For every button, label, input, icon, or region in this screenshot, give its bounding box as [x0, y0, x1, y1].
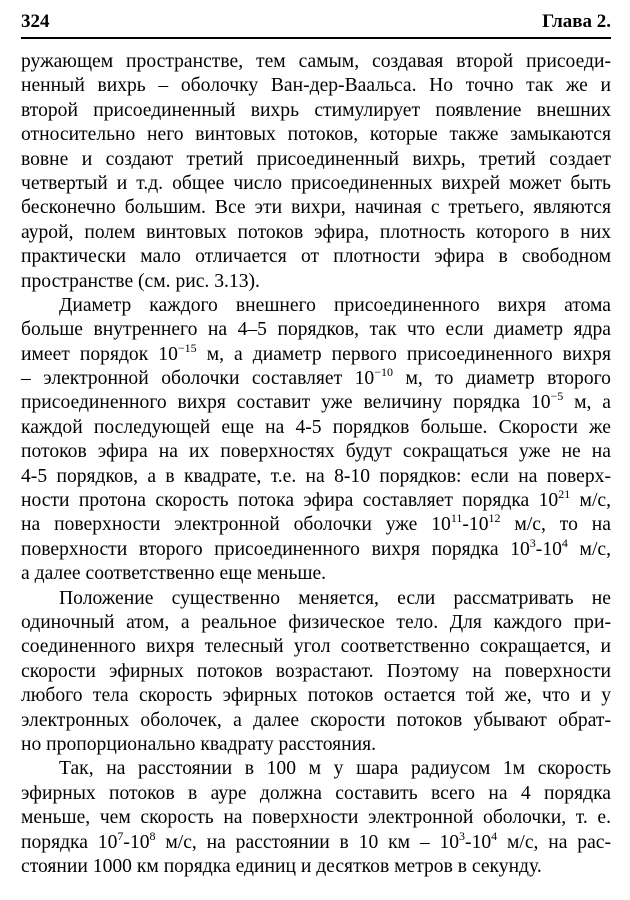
paragraph [21, 757, 611, 879]
text-run: -10 [535, 538, 562, 560]
text-line: Так, на расстоянии в 100 м у шара радиусом 1м скорость [59, 758, 611, 780]
text-run: м, а [563, 392, 611, 414]
exponent: −15 [177, 340, 197, 355]
text-run: -10 [462, 514, 489, 536]
text-run: м/с, [567, 538, 611, 560]
text-line: а далее соответственно еще меньше. [21, 563, 327, 585]
exponent: 4 [491, 828, 498, 843]
text-line: любого тела скорость эфирных потоков остается той же, что и у [21, 685, 611, 707]
text-line: бесконечно большим. Все эти вихри, начиная с третьего, являются [21, 197, 611, 219]
exponent: −5 [550, 389, 564, 404]
paragraph [21, 587, 611, 758]
text-line: стоянии 1000 км порядка единиц и десятков метров в секунду. [21, 855, 542, 877]
text-line: одиночный атом, а реальное физическое тело. Для каждого при- [21, 611, 611, 633]
text-line: каждой последующей еще на 4-5 порядков больше. Скорости же [21, 416, 611, 438]
exponent: 8 [149, 828, 156, 843]
text-line: меньше, чем скорость на поверхности электронной оболочки, т. е. [21, 807, 611, 829]
text-line: Диаметр каждого внешнего присоединенного вихря атома [59, 294, 611, 316]
body-text [21, 50, 611, 879]
text-line: вовне и создают третий присоединенный вихрь, третий создает [21, 148, 611, 170]
text-line: но пропорционально квадрату расстояния. [21, 733, 377, 755]
text-run: -10 [123, 831, 150, 853]
exponent: −10 [374, 365, 393, 380]
text-line: электронных оболочек, а далее скорости потоков убывают обрат- [21, 709, 611, 731]
text-line: больше внутреннего на 4–5 порядков, так что если диаметр ядра [21, 319, 611, 341]
text-line: ружающем пространстве, тем самым, создавая второй присоеди- [21, 51, 611, 72]
text-line: аурой, полем винтовых потоков эфира, плотность которого в них [21, 221, 611, 243]
text-run: имеет порядок 10 [21, 343, 178, 365]
text-line [21, 391, 611, 415]
text-line: четвертый и т.д. общее число присоединенных вихрей может быть [21, 172, 611, 194]
text-line [21, 340, 611, 367]
text-line: относительно него винтовых потоков, которые также замыкаются [21, 124, 611, 146]
paragraph [21, 294, 611, 587]
text-line: второй присоединенный вихрь стимулирует появление внешних [21, 99, 611, 121]
text-line: соединенного вихря телесный угол соответственно сокращается, и [21, 636, 611, 658]
exponent: 3 [459, 828, 466, 843]
text-line [21, 828, 611, 855]
text-run: м/с, на рас- [497, 831, 611, 853]
text-line: скорости эфирных потоков возрастают. Поэтому на поверхности [21, 660, 611, 682]
header-rule [21, 37, 611, 39]
text-run: присоединенного вихря составит уже величину порядка 10 [21, 392, 551, 414]
text-line: эфирных потоков в ауре должна составить всего на 4 порядка [21, 782, 611, 804]
text-run: м/с, [570, 490, 611, 512]
book-page [21, 0, 611, 900]
text-run: м, то диаметр второго [393, 368, 611, 390]
text-line [21, 489, 611, 513]
text-line: 4-5 порядков, а в квадрате, т.е. на 8-10 порядков: если на поверх- [21, 465, 611, 487]
exponent: 3 [529, 535, 536, 550]
text-run: ности протона скорость потока эфира составляет порядка 10 [21, 490, 559, 512]
text-run: поверхности второго присоединенного вихря порядка 10 [21, 538, 530, 560]
exponent: 7 [117, 828, 124, 843]
running-head [21, 9, 611, 35]
text-line: практически мало отличается от плотности эфира в свободном [21, 246, 611, 268]
text-run: на поверхности электронной оболочки уже 10 [21, 514, 451, 536]
text-run: м/с, то на [500, 514, 611, 536]
text-run: порядка 10 [21, 831, 118, 853]
text-line: пространстве (см. рис. 3.13). [21, 270, 260, 292]
exponent: 21 [558, 487, 571, 502]
text-line [21, 513, 611, 537]
chapter-title: Глава 2. [542, 11, 611, 32]
text-line: Положение существенно меняется, если рассматривать не [59, 587, 611, 609]
text-run: -10 [465, 831, 492, 853]
text-line: потоков эфира на их поверхностях будут сокращаться уже не на [21, 441, 611, 463]
paragraph [21, 50, 611, 294]
text-run: м/с, на расстоянии в 10 км – 10 [155, 831, 460, 853]
exponent: 11 [450, 511, 463, 526]
exponent: 4 [561, 535, 568, 550]
text-line [21, 367, 611, 391]
page-number: 324 [21, 11, 50, 32]
text-line: ненный вихрь – оболочку Ван-дер-Ваальса. Но точно так же и [21, 75, 611, 97]
text-run: – электронной оболочки составляет 10 [21, 368, 375, 390]
exponent: 12 [488, 511, 501, 526]
text-run: м, а диаметр первого присоединенного вихря [196, 343, 611, 365]
text-line [21, 535, 611, 562]
